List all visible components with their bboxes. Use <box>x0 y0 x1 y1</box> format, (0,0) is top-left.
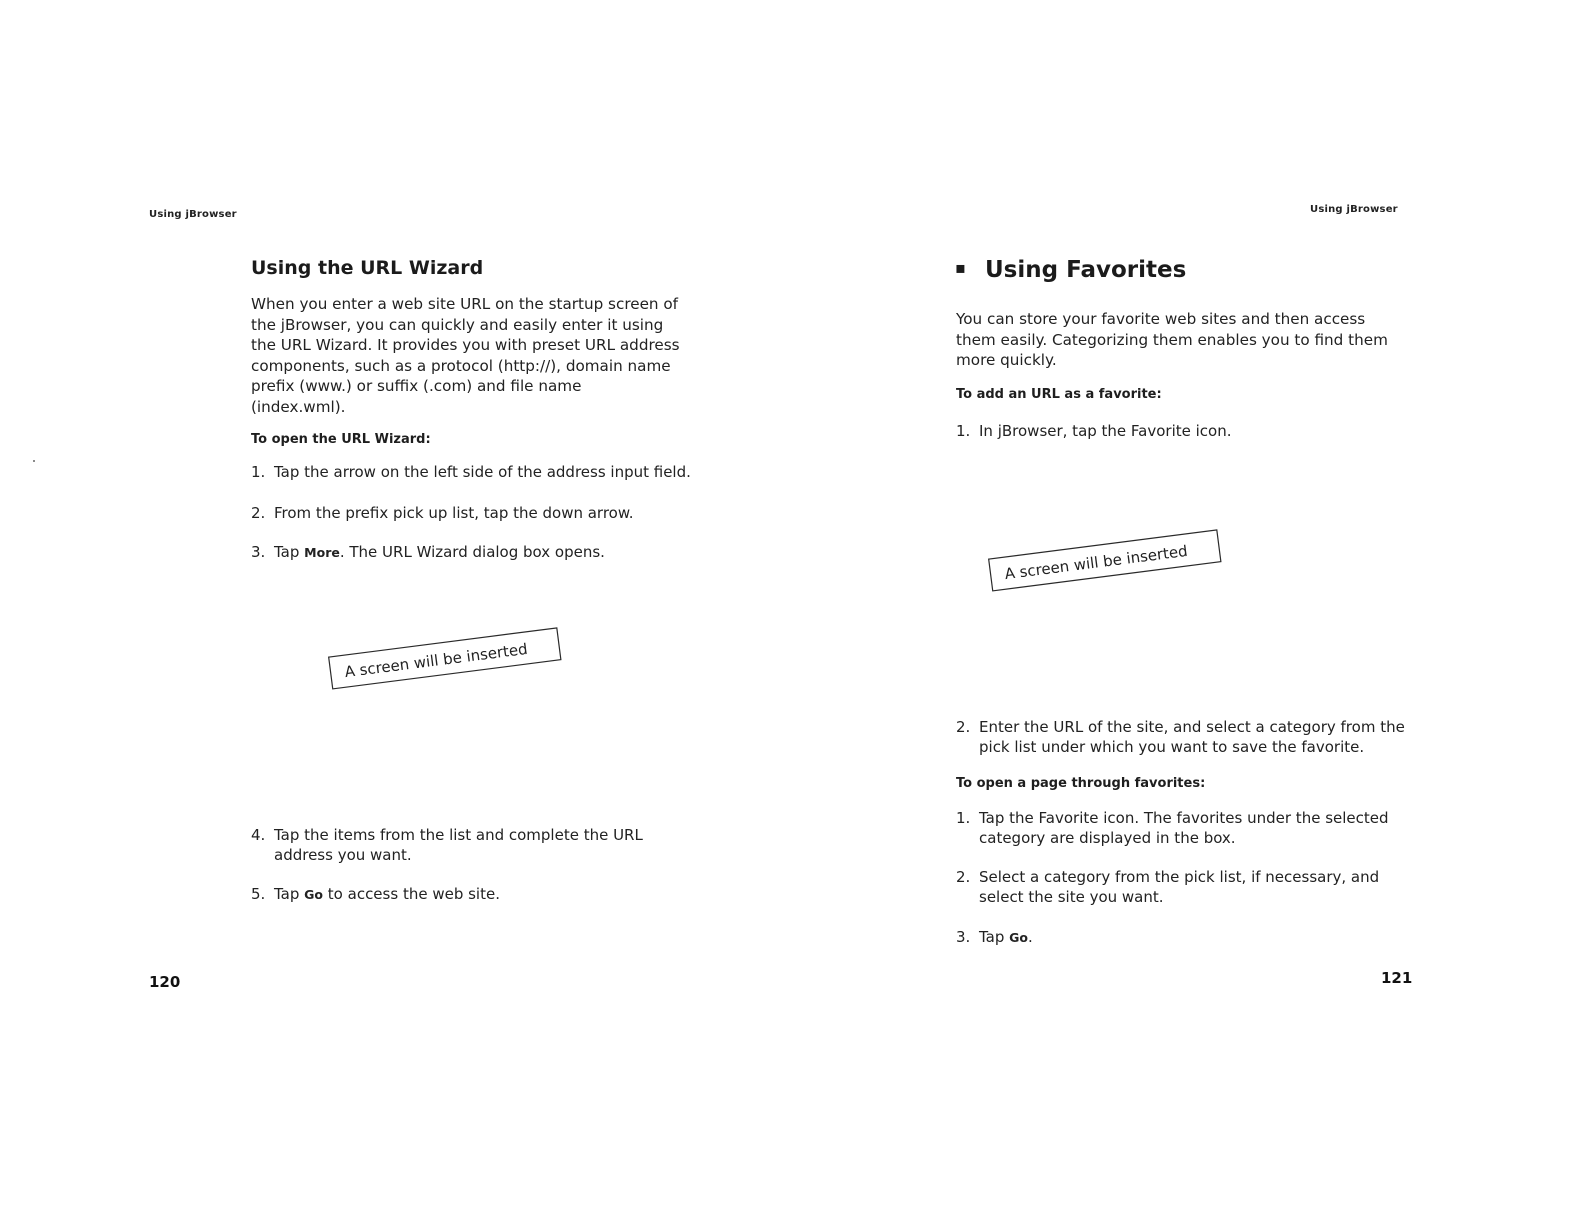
list-item <box>956 421 1436 441</box>
step-number: 3. <box>956 928 971 946</box>
right-intro-paragraph <box>956 309 1436 371</box>
text-line: category are displayed in the box. <box>979 829 1236 847</box>
right-procedure-heading-open: To open a page through favorites: <box>956 776 1206 791</box>
text-line: components, such as a protocol (http://), domain name <box>251 356 671 375</box>
list-item <box>251 825 731 865</box>
step-text: From the prefix pick up list, tap the down arrow. <box>274 504 634 522</box>
list-item <box>956 717 1436 757</box>
text-line: Tap the items from the list and complete the URL <box>274 826 643 844</box>
step-text <box>274 542 605 563</box>
screen-placeholder-frame <box>988 522 1228 602</box>
text-line: the jBrowser, you can quickly and easily enter it using <box>251 315 664 334</box>
screen-placeholder-label: A screen will be inserted <box>343 639 529 682</box>
left-page-title: Using the URL Wizard <box>251 257 484 279</box>
step-text <box>979 717 1405 757</box>
text-line: You can store your favorite web sites and then access <box>956 310 1366 328</box>
step-number: 2. <box>956 718 971 736</box>
screen-placeholder-label: A screen will be inserted <box>1003 541 1189 584</box>
step-number: 1. <box>956 422 971 440</box>
text-line: more quickly. <box>956 351 1057 369</box>
step-text <box>979 808 1389 848</box>
text-line: them easily. Categorizing them enables you to find them <box>956 330 1388 349</box>
step-number: 5. <box>251 885 266 903</box>
text-line: select the site you want. <box>979 888 1164 906</box>
step-number: 3. <box>251 543 266 561</box>
list-item <box>251 503 731 523</box>
list-item <box>956 867 1436 907</box>
step-command: More <box>304 545 340 560</box>
list-item <box>251 462 731 482</box>
text-line: When you enter a web site URL on the startup screen of <box>251 295 679 313</box>
step-text-pre: Tap <box>274 885 305 903</box>
step-text-post: . The URL Wizard dialog box opens. <box>339 543 605 561</box>
step-number: 4. <box>251 826 266 844</box>
step-text <box>979 927 1033 948</box>
step-text: In jBrowser, tap the Favorite icon. <box>979 422 1232 440</box>
screen-placeholder-frame <box>328 620 568 700</box>
text-line: Select a category from the pick list, if necessary, and <box>979 868 1380 886</box>
step-text-post: . <box>1028 928 1033 946</box>
right-procedure-heading-add: To add an URL as a favorite: <box>956 387 1162 402</box>
right-page-title: Using Favorites <box>985 257 1187 283</box>
text-line: (index.wml). <box>251 397 346 416</box>
step-text <box>274 825 643 865</box>
step-command: Go <box>304 887 324 902</box>
list-item <box>956 927 1436 947</box>
text-line: address you want. <box>274 846 412 864</box>
left-procedure-heading: To open the URL Wizard: <box>251 432 431 447</box>
step-text <box>979 867 1379 907</box>
step-text: Tap the arrow on the left side of the address input field. <box>274 463 691 481</box>
text-line: the URL Wizard. It provides you with preset URL address <box>251 336 680 354</box>
step-text <box>274 884 500 905</box>
right-running-head: Using jBrowser <box>1310 204 1398 215</box>
step-text-pre: Tap <box>979 928 1010 946</box>
step-number: 2. <box>956 868 971 886</box>
list-item <box>251 884 731 904</box>
step-text-pre: Tap <box>274 543 305 561</box>
step-number: 1. <box>956 809 971 827</box>
text-line: Tap the Favorite icon. The favorites under the selected <box>979 809 1389 827</box>
text-line: Enter the URL of the site, and select a category from the <box>979 718 1405 736</box>
list-item <box>251 542 731 562</box>
text-line: pick list under which you want to save the favorite. <box>979 738 1365 756</box>
scan-speck <box>33 460 35 462</box>
left-intro-paragraph <box>251 294 721 417</box>
section-bullet-icon: ▪ <box>955 258 966 277</box>
right-page-number: 121 <box>1381 969 1413 987</box>
step-number: 1. <box>251 463 266 481</box>
list-item <box>956 808 1436 848</box>
left-page-number: 120 <box>149 973 181 991</box>
text-line: prefix (www.) or suffix (.com) and file name <box>251 377 582 395</box>
step-text-post: to access the web site. <box>323 885 500 903</box>
step-command: Go <box>1009 930 1029 945</box>
left-running-head: Using jBrowser <box>149 209 237 220</box>
step-number: 2. <box>251 504 266 522</box>
